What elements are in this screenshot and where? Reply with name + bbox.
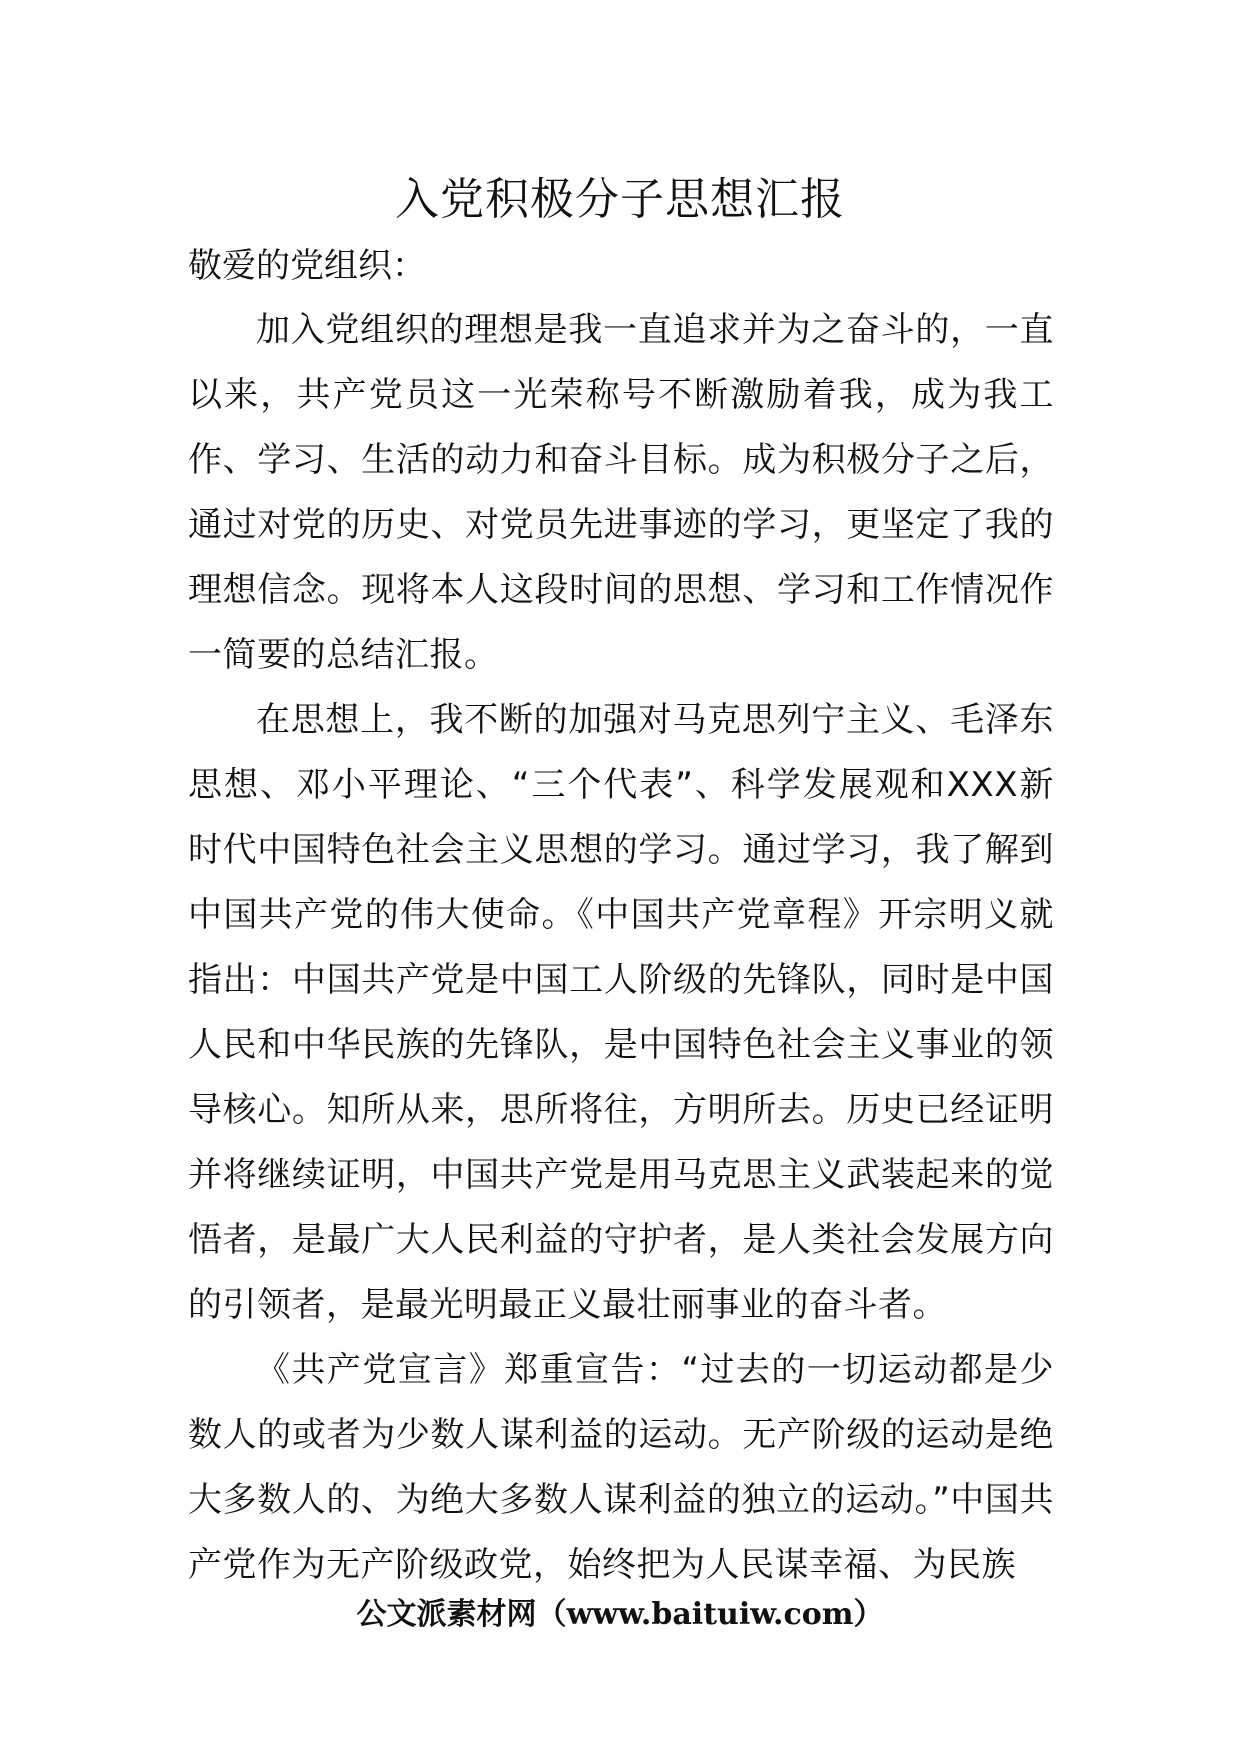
salutation: 敬爱的党组织：: [188, 246, 426, 286]
paragraph-thought: 在思想上，我不断的加强对马克思列宁主义、毛泽东思想、邓小平理论、“三个代表”、科学发展观和XXX新时代中国特色社会主义思想的学习。通过学习，我了解到中国共产党的伟大使命。《中国共产党章程》开宗明义就指出：中国共产党是中国工人阶级的先锋队，同时是中国人民和中华民族的先锋队，是中国特色社会主义事业的领导核心。知所从来，思所将往，方明所去。历史已经证明并将继续证明，中国共产党是用马克思主义武装起来的觉悟者，是最广大人民利益的守护者，是人类社会发展方向的引领者，是最光明最正义最壮丽事业的奋斗者。: [188, 700, 1054, 1325]
paragraph-manifesto: 《共产党宣言》郑重宣告：“过去的一切运动都是少数人的或者为少数人谋利益的运动。无产阶级的运动是绝大多数人的、为绝大多数人谋利益的独立的运动。”中国共产党作为无产阶级政党，始终把为人民谋幸福、为民族: [188, 1350, 1054, 1585]
document-body: [188, 298, 1054, 1598]
paragraph-intro: 加入党组织的理想是我一直追求并为之奋斗的，一直以来，共产党员这一光荣称号不断激励着我，成为我工作、学习、生活的动力和奋斗目标。成为积极分子之后，通过对党的历史、对党员先进事迹的学习，更坚定了我的理想信念。现将本人这段时间的思想、学习和工作情况作一简要的总结汇报。: [188, 310, 1054, 675]
document-title: 入党积极分子思想汇报: [395, 174, 845, 225]
footer-watermark: 公文派素材网（www.baituiw.com）: [356, 1597, 884, 1632]
